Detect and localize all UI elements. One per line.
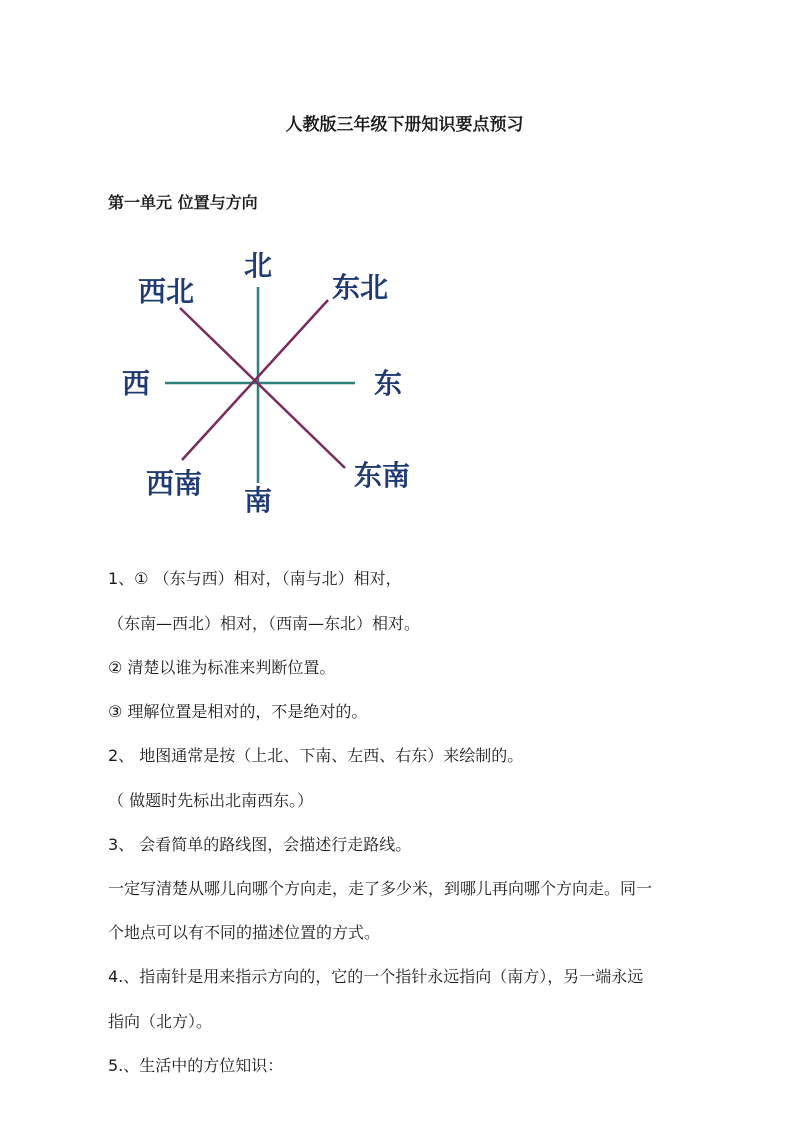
text-line-6: （ 做题时先标出北南西东。）: [108, 791, 314, 810]
label-west: 西: [121, 367, 151, 400]
compass-diagram: [100, 235, 430, 525]
document-title: 人教版三年级下册知识要点预习: [285, 115, 524, 135]
axis-northwest-southeast: [180, 308, 345, 468]
text-line-3: ② 清楚以谁为标准来判断位置。: [108, 658, 336, 677]
label-southeast: 东南: [353, 459, 411, 492]
axis-northeast-southwest: [182, 300, 328, 460]
text-line-2: （东南—西北）相对，（西南—东北）相对。: [108, 614, 421, 633]
text-line-8: 一定写清楚从哪儿向哪个方向走，走了多少米，到哪儿再向哪个方向走。同一: [108, 879, 653, 898]
text-line-4: ③ 理解位置是相对的，不是绝对的。: [108, 702, 368, 721]
label-north: 北: [243, 249, 273, 282]
text-line-9: 个地点可以有不同的描述位置的方式。: [108, 923, 381, 942]
unit-heading: 第一单元 位置与方向: [108, 193, 258, 212]
label-northeast: 东北: [331, 271, 389, 304]
text-line-1: 1、① （东与西）相对，（南与北）相对，: [108, 569, 402, 588]
text-line-10: 4.、指南针是用来指示方向的，它的一个指针永远指向（南方），另一端永远: [108, 967, 644, 986]
label-east: 东: [373, 367, 403, 400]
label-northwest: 西北: [137, 275, 195, 308]
text-line-12: 5.、生活中的方位知识：: [108, 1056, 284, 1075]
text-line-5: 2、 地图通常是按（上北、下南、左西、右东）来绘制的。: [108, 746, 524, 765]
label-south: 南: [243, 484, 273, 517]
label-southwest: 西南: [145, 467, 203, 500]
text-line-7: 3、 会看简单的路线图，会描述行走路线。: [108, 835, 412, 854]
text-line-11: 指向（北方）。: [108, 1012, 213, 1031]
